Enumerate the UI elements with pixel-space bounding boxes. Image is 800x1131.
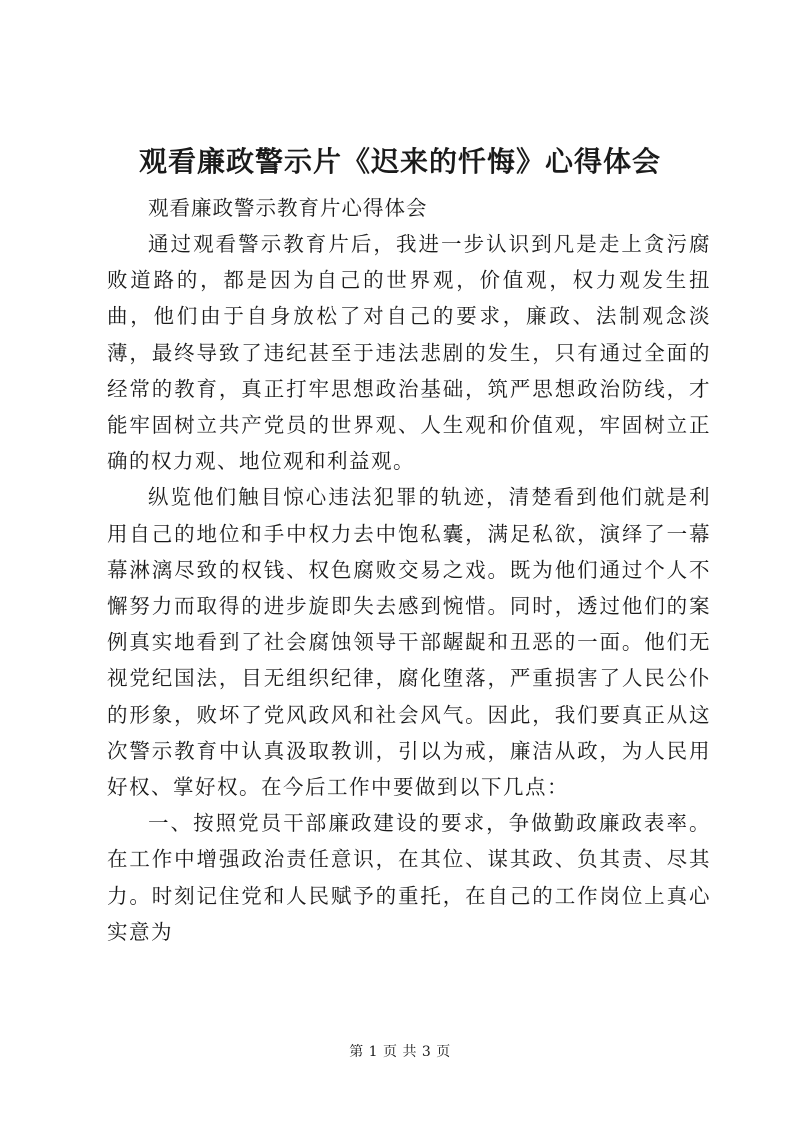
document-title: 观看廉政警示片《迟来的忏悔》心得体会 <box>138 145 661 178</box>
page-number-footer: 第 1 页 共 3 页 <box>349 1044 451 1060</box>
document-subtitle: 观看廉政警示教育片心得体会 <box>148 196 428 220</box>
paragraph-1: 通过观看警示教育片后，我进一步认识到凡是走上贪污腐败道路的，都是因为自己的世界观，价值观，权力观发生扭曲，他们由于自身放松了对自己的要求，廉政、法制观念淡薄，最终导致了违纪甚至于违法悲剧的发生，只有通过全面的经常的教育，真正打牢思想政治基础，筑严思想政治防线，才能牢固树立共产党员的世界观、人生观和价值观，牢固树立正确的权力观、地位观和利益观。 <box>107 232 711 474</box>
document-body <box>107 190 711 950</box>
paragraph-3: 一、按照党员干部廉政建设的要求，争做勤政廉政表率。在工作中增强政治责任意识，在其位、谋其政、负其责、尽其力。时刻记住党和人民赋予的重托，在自己的工作岗位上真心实意为 <box>107 811 711 944</box>
paragraph-2: 纵览他们触目惊心违法犯罪的轨迹，清楚看到他们就是利用自己的地位和手中权力去中饱私囊，满足私欲，演绎了一幕幕淋漓尽致的权钱、权色腐败交易之戏。既为他们通过个人不懈努力而取得的进步旋即失去感到惋惜。同时，透过他们的案例真实地看到了社会腐蚀领导干部龌龊和丑恶的一面。他们无视党纪国法，目无组织纪律，腐化堕落，严重损害了人民公仆的形象，败坏了党风政风和社会风气。因此，我们要真正从这次警示教育中认真汲取教训，引以为戒，廉洁从政，为人民用好权、掌好权。在今后工作中要做到以下几点： <box>107 485 711 800</box>
